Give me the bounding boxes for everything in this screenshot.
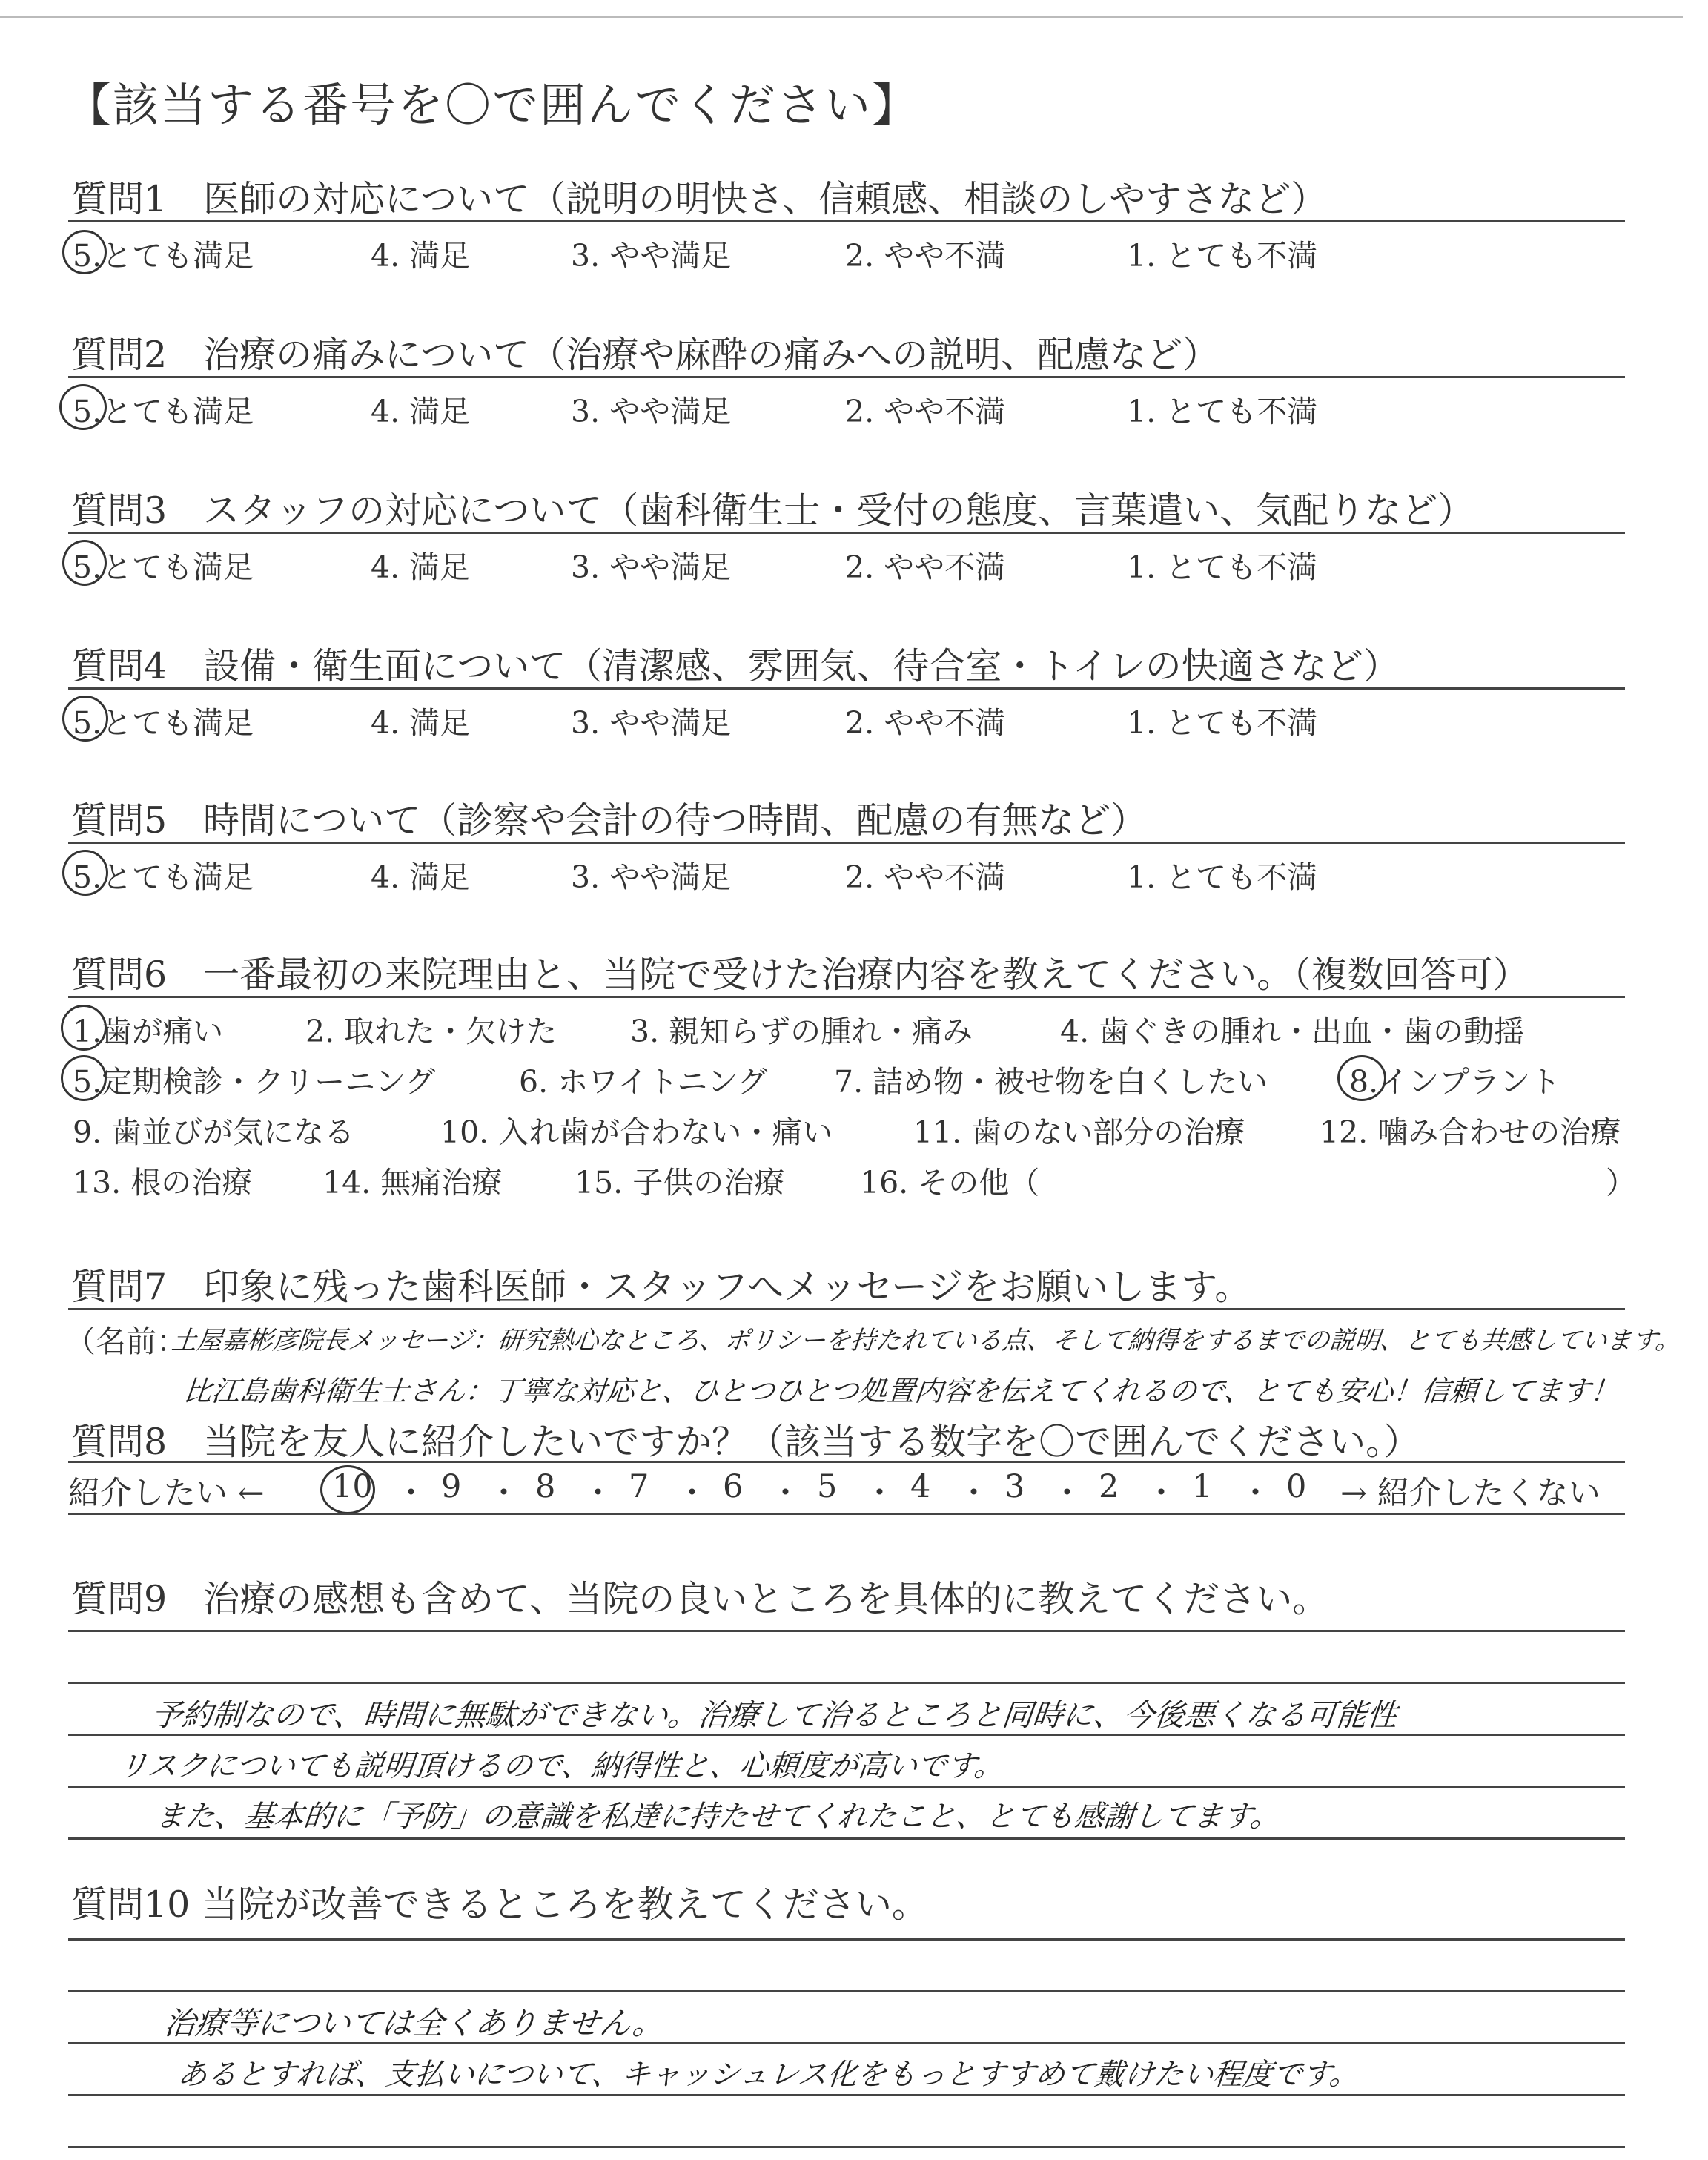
q4-opt-3[interactable]: 3. やや満足 xyxy=(571,705,732,741)
q8-sep: ・ xyxy=(864,1475,896,1512)
q6-title: 質問6 一番最初の来院理由と、当院で受けた治療内容を教えてください。（複数回答可） xyxy=(71,954,1529,996)
q9-answer-line3: また、基本的に「予防」の意識を私達に持たせてくれたこと、とても感謝してます。 xyxy=(153,1800,1282,1834)
q8-bottom-rule xyxy=(68,1513,1625,1515)
q5-opt-3[interactable]: 3. やや満足 xyxy=(571,859,732,895)
q7-answer-line1: 土屋嘉彬彦院長メッセージ：研究熱心なところ、ポリシーを持たれている点、そして納得をするまでの説明、とても共感しています。 xyxy=(170,1326,1682,1355)
q4-opt-1[interactable]: 1. とても不満 xyxy=(1127,705,1318,741)
q9-answer-line2: リスクについても説明頂けるので、納得性と、心頼度が高いです。 xyxy=(116,1749,1006,1783)
q1-opt-3[interactable]: 3. やや満足 xyxy=(571,238,732,274)
q4-rule xyxy=(68,687,1625,690)
q9-rule-5 xyxy=(68,1837,1625,1840)
q10-answer-line2: あるとすれば、支払いについて、キャッシュレス化をもっとすすめて戴けたい程度です。 xyxy=(176,2058,1361,2092)
q1-opt-2[interactable]: 2. やや不満 xyxy=(845,238,1006,274)
q3-rule xyxy=(68,532,1625,534)
q3-answer-circle xyxy=(62,540,107,586)
q6-opt-13[interactable]: 13. 根の治療 xyxy=(73,1165,253,1200)
q2-opt-1[interactable]: 1. とても不満 xyxy=(1127,394,1318,429)
q8-val-7[interactable]: 7 xyxy=(629,1468,649,1505)
q3-opt-3[interactable]: 3. やや満足 xyxy=(571,549,732,585)
q3-opt-2[interactable]: 2. やや不満 xyxy=(845,549,1006,585)
q8-val-2[interactable]: 2 xyxy=(1099,1468,1119,1505)
q6-opt-7[interactable]: 7. 詰め物・被せ物を白くしたい xyxy=(834,1064,1268,1100)
q5-opt-1[interactable]: 1. とても不満 xyxy=(1127,859,1318,895)
q6-opt-12[interactable]: 12. 噛み合わせの治療 xyxy=(1320,1114,1621,1150)
q8-sep: ・ xyxy=(769,1475,801,1512)
q6-opt-16-close: ） xyxy=(1606,1165,1636,1200)
q8-sep: ・ xyxy=(1145,1475,1177,1512)
q8-val-3[interactable]: 3 xyxy=(1004,1468,1025,1505)
q8-sep: ・ xyxy=(395,1475,427,1512)
q5-opt-2[interactable]: 2. やや不満 xyxy=(845,859,1006,895)
q8-answer-circle xyxy=(320,1465,375,1514)
q2-opt-2[interactable]: 2. やや不満 xyxy=(845,394,1006,429)
q10-rule-5 xyxy=(68,2146,1625,2148)
top-edge-line xyxy=(0,16,1683,18)
q6-opt-1[interactable]: 1.歯が痛い xyxy=(73,1014,224,1049)
q8-val-4[interactable]: 4 xyxy=(910,1468,931,1505)
q8-rule xyxy=(68,1461,1625,1463)
q5-opt-4[interactable]: 4. 満足 xyxy=(371,859,471,895)
q8-val-1[interactable]: 1 xyxy=(1192,1468,1213,1505)
q10-rule-4 xyxy=(68,2094,1625,2096)
q8-title: 質問8 当院を友人に紹介したいですか？（該当する数字を〇で囲んでください。） xyxy=(71,1421,1420,1463)
q6-opt-8[interactable]: 8.インプラント xyxy=(1349,1064,1561,1100)
q8-sep: ・ xyxy=(1239,1475,1271,1512)
q7-answer-line2: 比江島歯科衛生士さん：丁寧な対応と、ひとつひとつ処置内容を伝えてくれるので、とても安心！信頼してます！ xyxy=(182,1375,1621,1407)
q2-opt-4[interactable]: 4. 満足 xyxy=(371,394,471,429)
q3-opt-5[interactable]: 5.とても満足 xyxy=(73,549,254,585)
q7-name-label: （名前： xyxy=(65,1324,187,1359)
q3-opt-4[interactable]: 4. 満足 xyxy=(371,549,471,585)
q2-title: 質問2 治療の痛みについて（治療や麻酔の痛みへの説明、配慮など） xyxy=(71,334,1219,376)
q8-val-6[interactable]: 6 xyxy=(723,1468,744,1505)
q5-title: 質問5 時間について（診察や会計の待つ時間、配慮の有無など） xyxy=(71,799,1148,842)
q8-sep: ・ xyxy=(1051,1475,1083,1512)
q7-title: 質問7 印象に残った歯科医師・スタッフへメッセージをお願いします。 xyxy=(71,1266,1251,1308)
q1-answer-circle xyxy=(62,230,107,274)
q5-opt-5[interactable]: 5.とても満足 xyxy=(73,859,254,895)
q8-val-10[interactable]: 10 xyxy=(332,1468,373,1505)
q9-title: 質問9 治療の感想も含めて、当院の良いところを具体的に教えてください。 xyxy=(71,1578,1329,1620)
q6-opt-6[interactable]: 6. ホワイトニング xyxy=(519,1064,768,1100)
q8-val-9[interactable]: 9 xyxy=(441,1468,462,1505)
q6-opt-9[interactable]: 9. 歯並びが気になる xyxy=(73,1114,355,1150)
q6-opt-15[interactable]: 15. 子供の治療 xyxy=(575,1165,785,1200)
q4-opt-5[interactable]: 5.とても満足 xyxy=(73,705,254,741)
q8-val-5[interactable]: 5 xyxy=(817,1468,838,1505)
q5-answer-circle xyxy=(62,850,108,896)
q5-rule xyxy=(68,842,1625,844)
q7-rule xyxy=(68,1308,1625,1310)
q6-opt-5[interactable]: 5.定期検診・クリーニング xyxy=(73,1064,436,1100)
q6-answer-circle-8 xyxy=(1337,1055,1386,1101)
q6-opt-16[interactable]: 16. その他（ xyxy=(860,1165,1040,1200)
q9-answer-line1: 予約制なので、時間に無駄ができない。治療して治るところと同時に、今後悪くなる可能性 xyxy=(150,1697,1400,1733)
q6-opt-2[interactable]: 2. 取れた・欠けた xyxy=(305,1014,557,1049)
q8-sep: ・ xyxy=(582,1475,614,1512)
q2-rule xyxy=(68,376,1625,378)
q6-opt-3[interactable]: 3. 親知らずの腫れ・痛み xyxy=(630,1014,973,1049)
q8-right-label: → 紹介したくない xyxy=(1340,1475,1601,1512)
q4-title: 質問4 設備・衛生面について（清潔感、雰囲気、待合室・トイレの快適さなど） xyxy=(71,645,1400,687)
q10-title: 質問10 当院が改善できるところを教えてください。 xyxy=(71,1883,928,1926)
q3-opt-1[interactable]: 1. とても不満 xyxy=(1127,549,1318,585)
q1-rule xyxy=(68,220,1625,222)
q4-answer-circle xyxy=(62,696,108,742)
q6-opt-14[interactable]: 14. 無痛治療 xyxy=(322,1165,503,1200)
q6-answer-circle-5 xyxy=(61,1055,107,1101)
q8-val-0[interactable]: 0 xyxy=(1286,1468,1307,1505)
q8-val-8[interactable]: 8 xyxy=(535,1468,556,1505)
q8-sep: ・ xyxy=(488,1475,520,1512)
q10-answer-line1: 治療等については全くありません。 xyxy=(162,2005,666,2041)
q4-opt-4[interactable]: 4. 満足 xyxy=(371,705,471,741)
q2-opt-5[interactable]: 5.とても満足 xyxy=(73,394,254,429)
q6-answer-circle-1 xyxy=(61,1005,107,1051)
q8-sep: ・ xyxy=(958,1475,990,1512)
q6-opt-11[interactable]: 11. 歯のない部分の治療 xyxy=(913,1114,1245,1150)
q6-opt-4[interactable]: 4. 歯ぐきの腫れ・出血・歯の動揺 xyxy=(1060,1014,1525,1049)
q1-opt-4[interactable]: 4. 満足 xyxy=(371,238,471,274)
q9-rule-2 xyxy=(68,1682,1625,1684)
q9-rule-1 xyxy=(68,1630,1625,1632)
q6-rule xyxy=(68,996,1625,998)
q1-title: 質問1 医師の対応について（説明の明快さ、信頼感、相談のしやすさなど） xyxy=(71,178,1328,220)
q8-sep: ・ xyxy=(676,1475,708,1512)
q4-opt-2[interactable]: 2. やや不満 xyxy=(845,705,1006,741)
q1-opt-1[interactable]: 1. とても不満 xyxy=(1127,238,1318,274)
q9-rule-4 xyxy=(68,1786,1625,1788)
q8-left-label: 紹介したい ← xyxy=(68,1475,265,1512)
q10-rule-2 xyxy=(68,1990,1625,1992)
q2-opt-3[interactable]: 3. やや満足 xyxy=(571,394,732,429)
q1-opt-5[interactable]: 5.とても満足 xyxy=(73,238,254,274)
q2-answer-circle xyxy=(59,384,107,430)
q3-title: 質問3 スタッフの対応について（歯科衛生士・受付の態度、言葉遣い、気配りなど） xyxy=(71,489,1474,532)
page-heading: 【該当する番号を〇で囲んでください】 xyxy=(65,78,920,132)
q10-rule-1 xyxy=(68,1938,1625,1941)
q6-opt-10[interactable]: 10. 入れ歯が合わない・痛い xyxy=(440,1114,833,1150)
